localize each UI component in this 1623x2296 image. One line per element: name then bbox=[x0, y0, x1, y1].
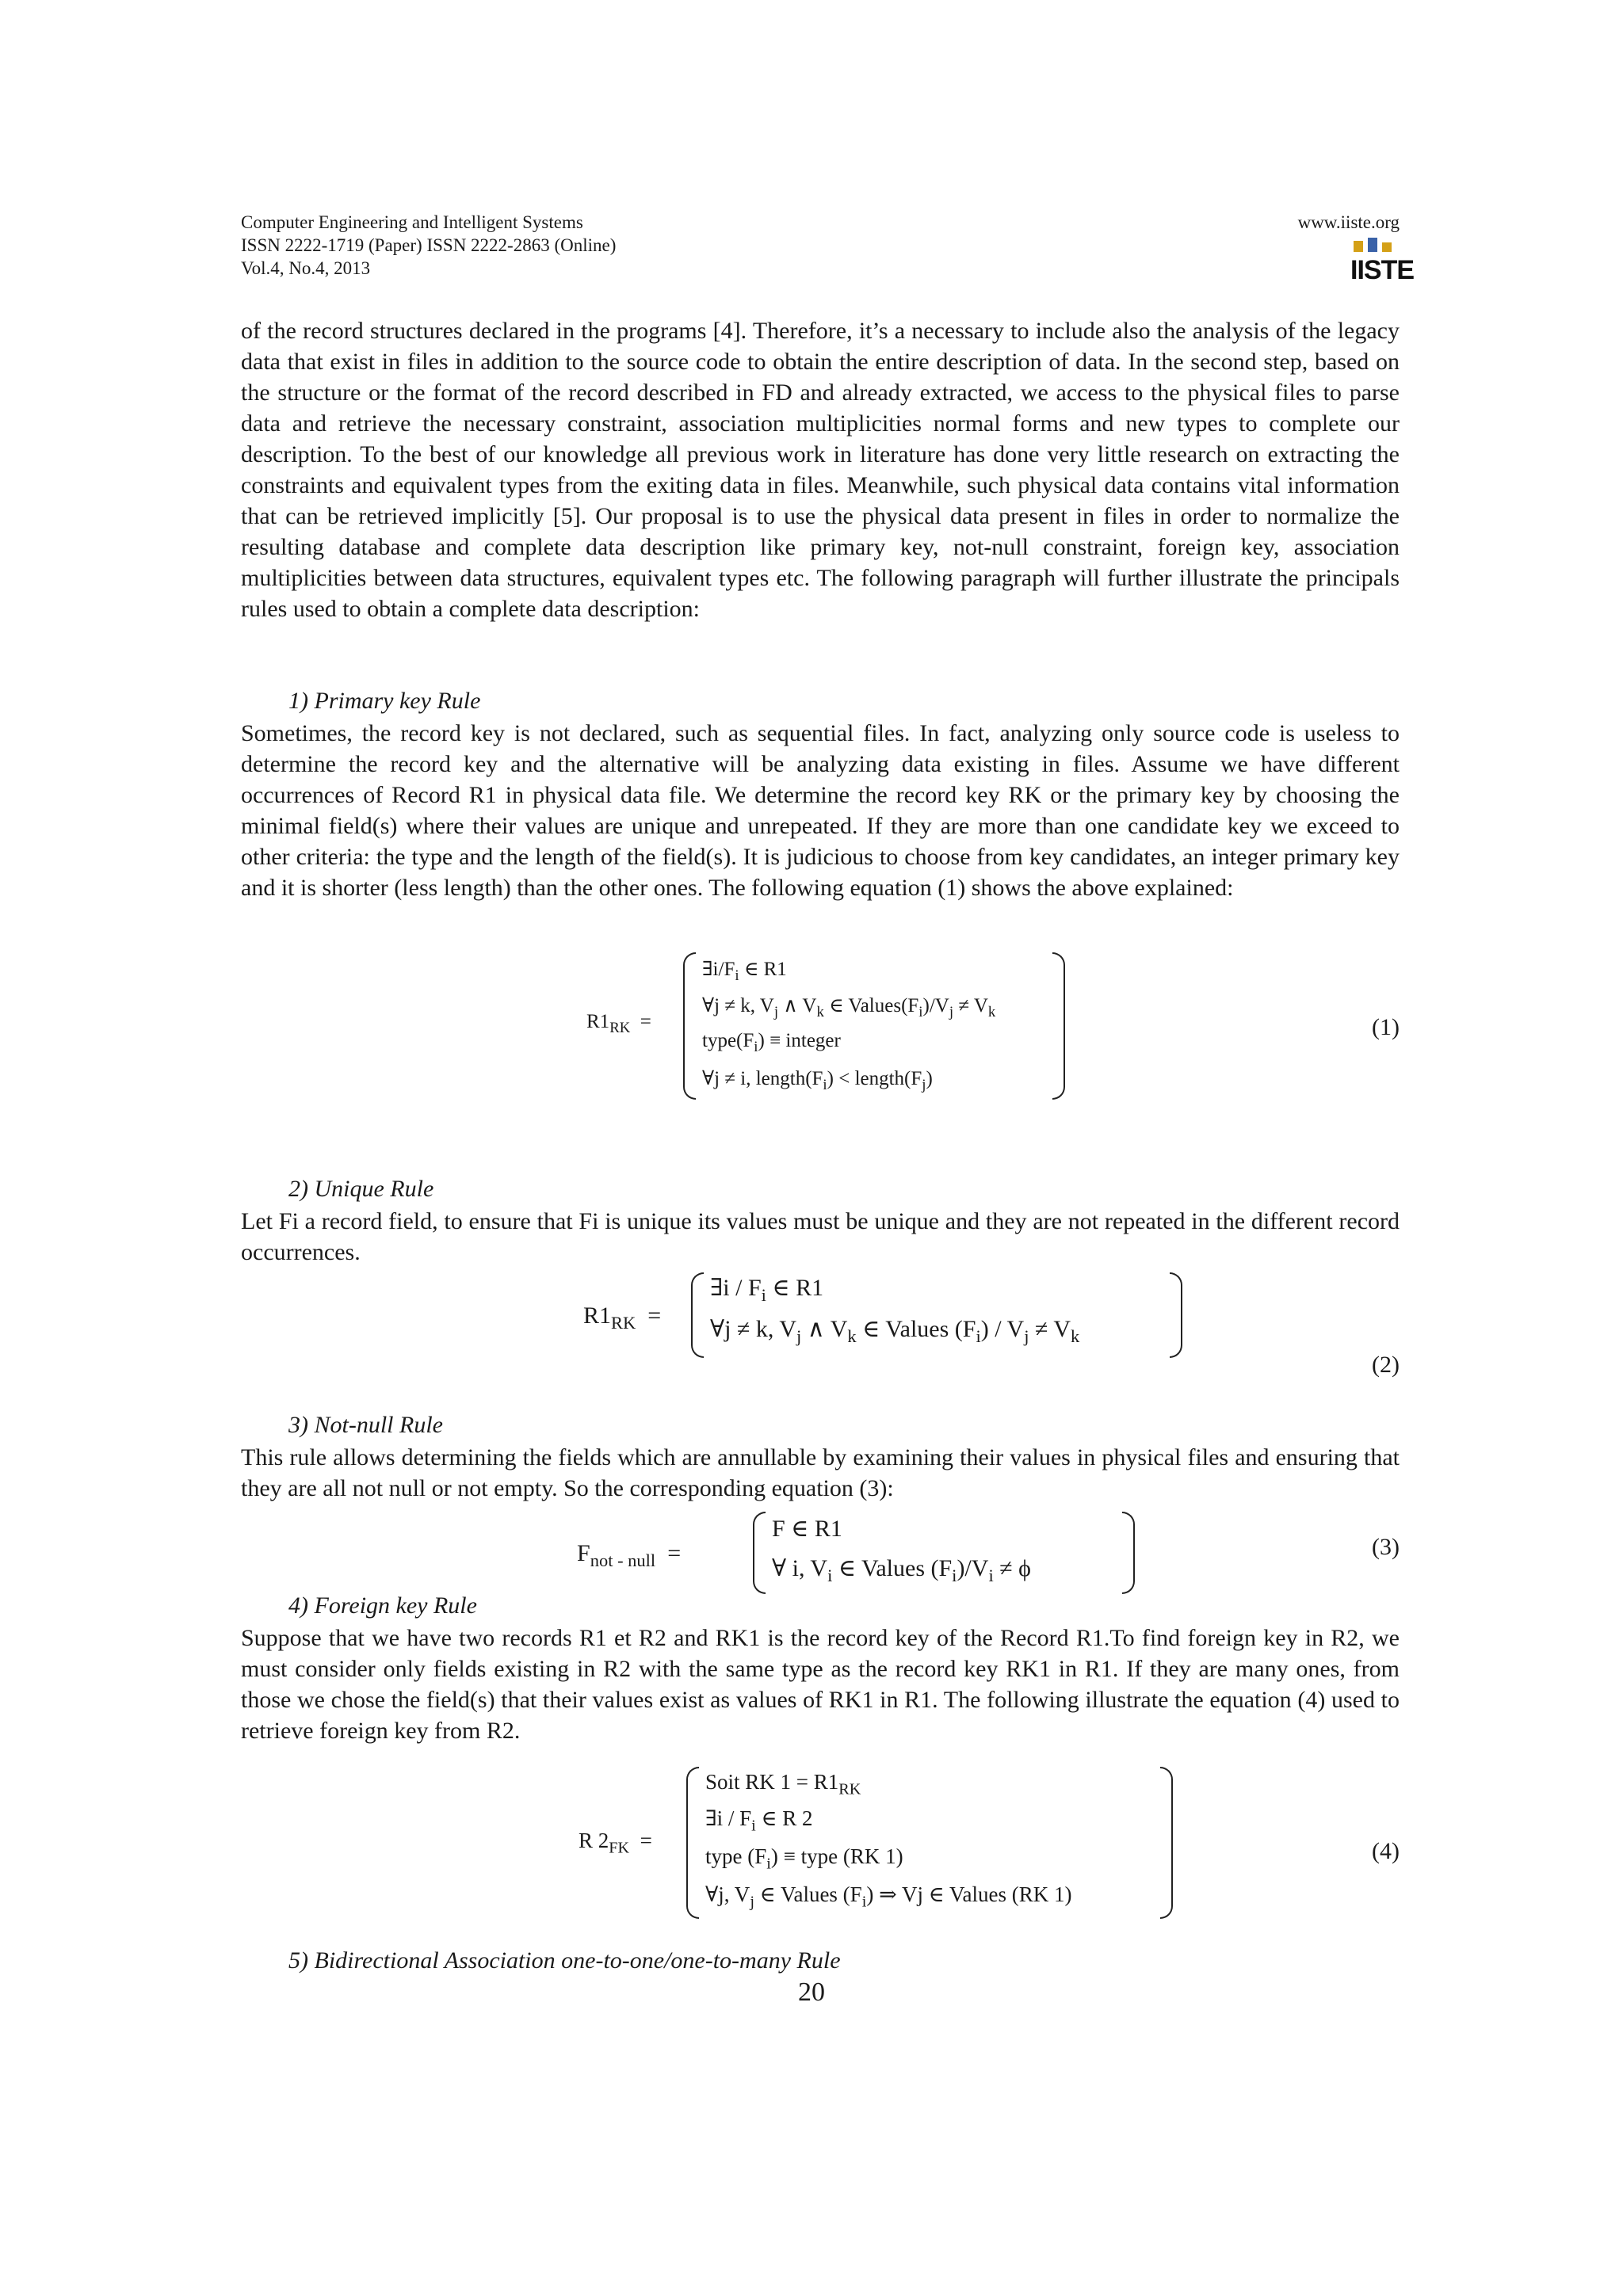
logo-wordmark: IISTE bbox=[1350, 255, 1415, 285]
equation-2-lhs: $R1_{RK}$ = bbox=[583, 1302, 662, 1333]
equation-4-lhs: R $2_{FK}$ = bbox=[579, 1829, 652, 1857]
section-heading-not-null: 3) Not-null Rule bbox=[288, 1412, 443, 1438]
intro-paragraph: of the record structures declared in the programs [4]. Therefore, it’s a necessary to include also the analysis of the legacy data that exist in files in addition to the source code to obtain the entire description of data. In the second step, based on the structure or the format of the record described in FD and already extracted, we access to the physical files to parse data and retrieve the necessary constraint, association multiplicities normal forms and new types to complete our description. To the best of our knowledge all previous work in literature has done very little research on extracting the constraints and equivalent types from the exiting data in files. Meanwhile, such physical data contains vital information that can be retrieved implicitly [5]. Our proposal is to use the physical data present in files in order to normalize the resulting database and complete data description like primary key, not-null constraint, foreign key, association multiplicities between data structures, equivalent types etc. The following paragraph will further illustrate the principals rules used to obtain a complete data description: bbox=[241, 318, 1400, 622]
equation-3-line: ∀ i, $V_i$ ∈ Values $(F_i)/V_i \ne \phi$ bbox=[772, 1555, 1031, 1585]
equation-4-number: (4) bbox=[1372, 1838, 1400, 1864]
section-text-not-null: This rule allows determining the fields which are annullable by examining their values in physical files and ensuring that they are all not null or not empty. So the corresponding equation (3): bbox=[241, 1444, 1400, 1501]
equation-1-lhs: $R1_{RK}$ = bbox=[586, 1011, 651, 1036]
equation-1-line: $\exists i/F_i$ ∈ R1 bbox=[702, 959, 787, 984]
iiste-logo bbox=[1350, 238, 1415, 285]
journal-website[interactable]: www.iiste.org bbox=[1297, 212, 1400, 232]
equation-2 bbox=[583, 1271, 1193, 1360]
section-text-foreign-key: Suppose that we have two records R1 et R2 and RK1 is the record key of the Record R1.To find foreign key in R2, we must consider only fields existing in R2 with the same type as the record key RK1 in R1. If they are many ones, from those we chose the field(s) that their values exist as values of RK1 in R1. The following illustrate the equation (4) used to retrieve foreign key from R2. bbox=[241, 1625, 1400, 1744]
journal-volume: Vol.4, No.4, 2013 bbox=[241, 258, 371, 278]
page-header bbox=[241, 211, 1415, 285]
equation-2-line: ∃i / $F_i$ ∈ R1 bbox=[710, 1275, 824, 1305]
equation-1-line: $type(F_i)$ ≡ integer bbox=[702, 1030, 841, 1055]
equation-3-lhs: $F_{not - null}$ = bbox=[577, 1540, 682, 1570]
journal-title: Computer Engineering and Intelligent Systems bbox=[241, 212, 583, 232]
equation-4-line: ∀j, $V_j$ ∈ Values $(F_i)$ ⇒ Vj ∈ Values (RK 1) bbox=[705, 1882, 1072, 1911]
equation-3-line: F ∈ R1 bbox=[772, 1516, 842, 1542]
section-text-primary-key: Sometimes, the record key is not declared, such as sequential files. In fact, analyzing only source code is useless to determine the record key and the alternative will be analyzing data existing in files. Assume we have different occurrences of Record R1 in physical data file. We determine the record key RK or the primary key by choosing the minimal field(s) where their values are unique and unrepeated. If they are more than one candidate key we exceed to other criteria: the type and the length of the field(s). It is judicious to choose from key candidates, an integer primary key and it is shorter (less length) than the other ones. The following equation (1) shows the above explained: bbox=[241, 720, 1400, 901]
equation-2-number: (2) bbox=[1372, 1352, 1400, 1378]
equation-4-line: ∃i / $F_i$ ∈ R 2 bbox=[705, 1806, 813, 1835]
equation-1-line: ∀j ≠ i, $length(F_i)$ < $length(F_j)$ bbox=[702, 1068, 933, 1093]
section-heading-unique: 2) Unique Rule bbox=[288, 1176, 434, 1202]
section-heading-primary-key: 1) Primary key Rule bbox=[288, 688, 481, 714]
journal-issn: ISSN 2222-1719 (Paper) ISSN 2222-2863 (Online) bbox=[241, 235, 617, 255]
equation-4 bbox=[579, 1765, 1189, 1920]
logo-bars-icon bbox=[1354, 238, 1392, 252]
journal-info bbox=[241, 211, 1400, 280]
equation-4-line: Soit RK $1 = R1_{RK}$ bbox=[705, 1770, 861, 1798]
equation-4-line: type $(F_i)$ ≡ type (RK 1) bbox=[705, 1844, 903, 1873]
equation-1 bbox=[586, 951, 1078, 1101]
equation-3 bbox=[577, 1510, 1148, 1599]
equation-1-line: ∀j ≠ k, $V_j$ ∧ $V_k$ ∈ $Values(F_i)/V_j \ne V_k$ bbox=[702, 995, 996, 1020]
page-number: 20 bbox=[798, 1978, 825, 2007]
equation-2-line: ∀j ≠ k, $V_j$ ∧ $V_k$ ∈ Values $(F_i) / V_j \ne V_k$ bbox=[710, 1316, 1080, 1346]
equation-3-number: (3) bbox=[1372, 1534, 1400, 1560]
section-heading-foreign-key: 4) Foreign key Rule bbox=[288, 1592, 477, 1619]
section-heading-bidirectional-association: 5) Bidirectional Association one-to-one/one-to-many Rule bbox=[288, 1947, 841, 1974]
equation-1-number: (1) bbox=[1372, 1014, 1400, 1040]
section-text-unique: Let Fi a record field, to ensure that Fi is unique its values must be unique and they are not repeated in the different record occurrences. bbox=[241, 1208, 1400, 1265]
